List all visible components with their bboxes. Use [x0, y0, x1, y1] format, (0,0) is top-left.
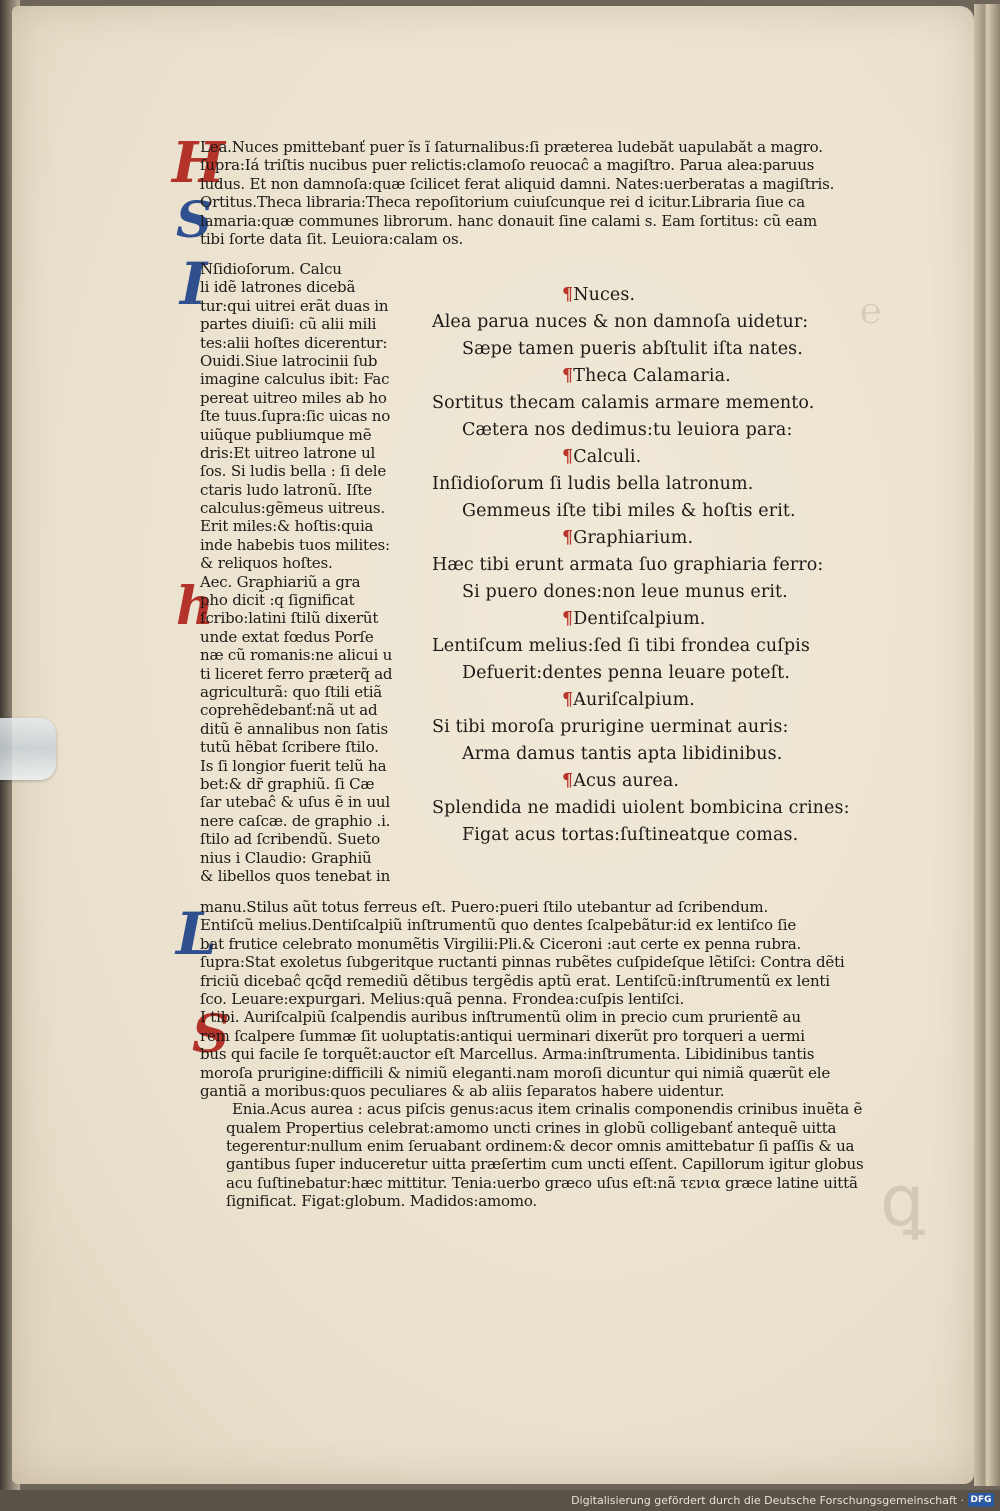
commentary-line: li idẽ latrones dicebã [200, 278, 356, 297]
verse-line: Hæc tibi erunt armata ſuo graphiaria ferro: [432, 555, 824, 575]
commentary-line: ſupra:Stat exoletus ſubgeritque ructanti pinnas rubẽtes cuſpideſque lẽtiſci: Contra dẽti [200, 953, 845, 972]
verse-heading [432, 606, 850, 633]
pilcrow-icon: ¶ [562, 609, 574, 629]
verse-line: Sæpe tamen pueris abſtulit iſta nates. [462, 339, 803, 359]
commentary-line: uiũque publiumque mẽ [200, 425, 372, 444]
commentary-line: tegerentur:nullum enim ſeruabant ordinem:& decor omnis amittebatur ſi paſſis & ua [226, 1137, 855, 1156]
commentary-line: ſcribo:latini ſtilũ dixerũt [200, 609, 379, 628]
verse-heading-text: Acus aurea. [573, 771, 680, 791]
show-through: ꝗ [880, 1160, 925, 1242]
verse-heading [432, 525, 850, 552]
initial-s: S [176, 190, 213, 249]
pilcrow-icon: ¶ [562, 771, 574, 791]
commentary-line: pho dicit̃ :q ſignificat [200, 591, 355, 610]
verse-heading-text: Graphiarium. [573, 528, 694, 548]
commentary-line: moroſa prurigine:difficili & nimiũ eleganti.nam moroſi dicuntur qui nimiã quærũt ele [200, 1063, 831, 1082]
commentary-line: gantibus ſuper induceretur uitta præſertim cum uncti eſſent. Capillorum igitur globus [226, 1155, 864, 1174]
verse-heading-text: Nuces. [573, 285, 636, 305]
commentary-line: Is ſi longior fuerit telũ ha [200, 756, 387, 775]
commentary-line: ſos. Si ludis bella : ſi dele [200, 462, 387, 481]
commentary-line: dris:Et uitreo latrone ul [200, 443, 376, 462]
commentary-line: inde habebis tuos milites: [200, 535, 390, 554]
verse-line: Lentiſcum melius:ſed ſi tibi frondea cuſpis [432, 636, 810, 656]
verse-heading [432, 768, 850, 795]
commentary-line: ti liceret ferro præterq̃ ad [200, 664, 393, 683]
commentary-line: næ cũ romanis:ne alicui u [200, 646, 393, 665]
commentary-line: Enia.Acus aurea : acus piſcis genus:acus item crinalis componendis crinibus inuẽta ẽ [232, 1100, 863, 1119]
commentary-line: Lea.Nuces pmittebanť puer ĩs ĩ ſaturnalibus:ſi præterea ludebăt uapulabăt a magro. [200, 138, 823, 156]
verse-line: Figat acus tortas:ſuſtineatque comas. [462, 825, 799, 845]
verse-heading-text: Auriſcalpium. [573, 690, 695, 710]
verse-line: Defuerit:dentes penna leuare poteſt. [462, 663, 790, 683]
footer-credit: Digitalisierung gefördert durch die Deutsche Forschungsgemeinschaft · [571, 1494, 964, 1507]
commentary-line: tes:alii hoſtes dicerentur: [200, 333, 388, 352]
commentary-line: pereat uitreo miles ab ho [200, 388, 387, 407]
verse-line: Si puero dones:non leue munus erit. [462, 582, 788, 602]
commentary-line: agriculturã: quo ſtili etiã [200, 682, 383, 701]
verse-line: Si tibi moroſa prurigine uerminat auris: [432, 717, 789, 737]
commentary-line: & reliquos hoſtes. [200, 554, 333, 573]
bottom-commentary [200, 898, 864, 1211]
commentary-line: nius i Claudio: Graphiũ [200, 848, 372, 867]
commentary-line: Ortitus.Theca libraria:Theca repoſitorium cuiuſcunque rei d icitur.Libraria ſiue ca [200, 193, 805, 212]
top-commentary [200, 138, 834, 248]
verse-heading-text: Calculi. [573, 447, 642, 467]
commentary-line: ditũ ẽ annalibus non ſatis [200, 719, 388, 738]
initial-h: H [172, 130, 225, 196]
commentary-line: Entiſcũ melius.Dentiſcalpiũ inſtrumentũ quo dentes ſcalpebãtur:id ex lentiſco ſie [200, 916, 797, 935]
commentary-line: ſar utebaĉ & uſus ẽ in uul [200, 793, 390, 812]
verse-heading [432, 363, 850, 390]
commentary-line: Erit miles:& hoſtis:quia [200, 517, 374, 536]
commentary-line: lamaria:quæ communes librorum. hanc donauit ſine calami s. Eam ſortitus: cũ eam [200, 211, 817, 230]
commentary-line: bus qui facile ſe torquẽt:auctor eſt Marcellus. Arma:inſtrumenta. Libidinibus tantis [200, 1045, 815, 1064]
commentary-line: qualem Propertius celebrat:amomo uncti crines in globũ colligebanť antequẽ uitta [226, 1118, 837, 1137]
commentary-line: bet:& dr̃ graphiũ. ſi Cæ [200, 774, 375, 793]
commentary-line: gantiã a moribus:quos peculiares & ab aliis ſeparatos habere uidentur. [200, 1081, 725, 1100]
commentary-line: coprehẽdebanť:nã ut ad [200, 701, 378, 720]
commentary-line: ſtilo ad ſcribendũ. Sueto [200, 830, 381, 849]
verse-line: Alea parua nuces & non damnoſa uidetur: [432, 312, 809, 332]
commentary-line: unde extat fœdus Porſe [200, 627, 374, 646]
verse-line: Gemmeus iſte tibi miles & hoſtis erit. [462, 501, 796, 521]
left-commentary-column [200, 260, 392, 885]
commentary-line: imagine calculus ibit: Fac [200, 370, 390, 389]
verse-line: Sortitus thecam calamis armare memento. [432, 393, 815, 413]
verse-heading [432, 444, 850, 471]
show-through: ℮ [860, 291, 882, 332]
commentary-line: tutũ hẽbat ſcribere ſtilo. [200, 738, 379, 757]
verse-heading [432, 687, 850, 714]
page-edges [974, 4, 1000, 1486]
commentary-line: calculus:gẽmeus uitreus. [200, 499, 385, 518]
commentary-line: ludus. Et non damnoſa:quæ ſcilicet ferat aliquid damni. Nates:uerberatas a magiſtris. [200, 174, 835, 193]
verse-heading-text: Dentiſcalpium. [573, 609, 706, 629]
verse-line: Splendida ne madidi uiolent bombicina crines: [432, 798, 850, 818]
verse-line: Cætera nos dedimus:tu leuiora para: [462, 420, 793, 440]
page-clip [0, 718, 56, 780]
verse-line: Arma damus tantis apta libidinibus. [462, 744, 783, 764]
commentary-line: ctaris ludo latronũ. Iſte [200, 480, 372, 499]
verse-heading-text: Theca Calamaria. [573, 366, 731, 386]
commentary-line: tur:qui uitrei erãt duas in [200, 296, 389, 315]
dfg-logo: DFG [968, 1493, 994, 1507]
commentary-line: ſignificat. Figat:globum. Madidos:amomo. [226, 1192, 537, 1211]
commentary-line: tibi ſorte data ſit. Leuiora:calam os. [200, 229, 464, 248]
commentary-line: & libellos quos tenebat in [200, 866, 391, 885]
commentary-line: Nſidioſorum. Calcu [200, 260, 342, 278]
commentary-line: Ouidi.Siue latrocinii ſub [200, 351, 378, 370]
commentary-line: manu.Stilus aũt totus ferreus eſt. Puero:pueri ſtilo utebantur ad ſcribendum. [200, 898, 769, 916]
commentary-line: bat frutice celebrato monumẽtis Virgilii:Pli.& Ciceroni :aut certe ex penna rubra. [200, 934, 802, 953]
commentary-line: ſco. Leuare:expurgari. Melius:quã penna. Frondea:cuſpis lentiſci. [200, 989, 685, 1008]
commentary-line: ſupra:Iá triſtis nucibus puer relictis:clamoſo reuocaĉ a magiſtro. Parua alea:paruus [200, 156, 815, 175]
commentary-line: ſte tuus.ſupra:ſic uicas no [200, 407, 391, 426]
pilcrow-icon: ¶ [562, 447, 574, 467]
verse-column [432, 282, 850, 849]
initial-l: L [176, 900, 217, 968]
commentary-line: acu ſuſtinebatur:hæc mittitur. Tenia:uerbo græco uſus eſt:nã τενια græce latine uittã [226, 1173, 858, 1192]
pilcrow-icon: ¶ [562, 366, 574, 386]
pilcrow-icon: ¶ [562, 285, 574, 305]
verse-heading [432, 282, 850, 309]
pilcrow-icon: ¶ [562, 690, 574, 710]
commentary-line: Aec. Graphiariũ a gra [200, 572, 361, 591]
commentary-line: nere caſcæ. de graphio .i. [200, 811, 391, 830]
commentary-line: friciũ dicebaĉ qcq̃d remediũ dẽtibus tergẽdis aptũ erat. Lentiſcũ:inſtrumentũ ex lenti [200, 971, 830, 990]
commentary-line: rem ſcalpere ſummæ ſit uoluptatis:antiqui uerminari dixerũt pro torqueri a uermi [200, 1026, 805, 1045]
commentary-line: I tibi. Auriſcalpiũ ſcalpendis auribus inſtrumentũ olim in precio cum prurientẽ au [200, 1008, 801, 1027]
initial-s-red: S [192, 1004, 230, 1065]
commentary-line: partes diuiſi: cũ alii mili [200, 315, 377, 334]
initial-i: I [180, 250, 208, 318]
verse-line: Inſidioſorum ſi ludis bella latronum. [432, 474, 754, 494]
pilcrow-icon: ¶ [562, 528, 574, 548]
initial-h-lower: h [176, 576, 214, 637]
